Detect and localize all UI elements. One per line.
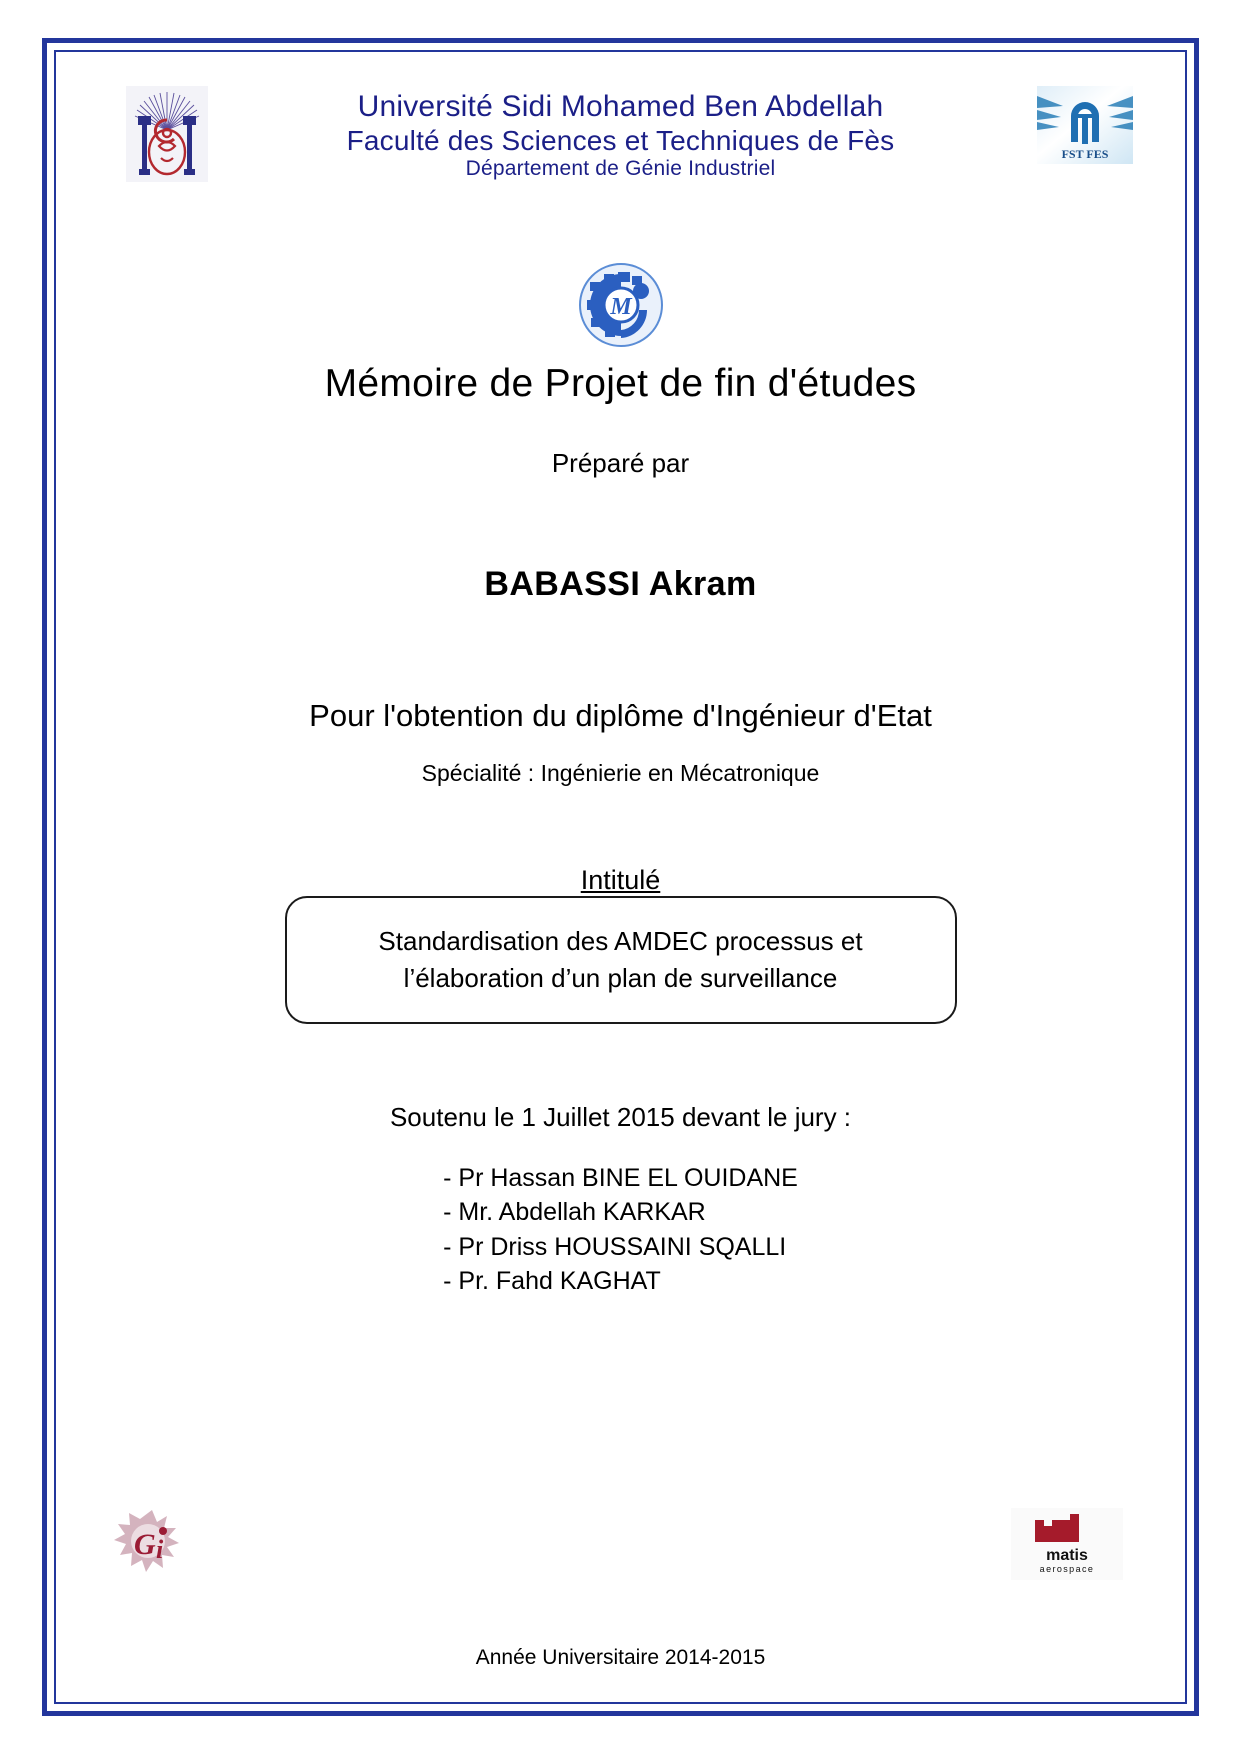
jury-list-wrapper [70, 1161, 1171, 1298]
faculty-name: Faculté des Sciences et Techniques de Fès [346, 124, 895, 156]
thesis-title-line-1: Standardisation des AMDEC processus et [378, 926, 863, 957]
department-name: Département de Génie Industriel [465, 157, 776, 181]
usmba-university-seal-logo [126, 86, 208, 182]
fst-fes-logo [1037, 86, 1133, 164]
diploma-statement: Pour l'obtention du diplôme d'Ingénieur d'Etat [309, 698, 932, 733]
matis-logo-tagline: aerospace [1039, 1564, 1095, 1574]
jury-members-list [443, 1161, 798, 1298]
university-name: Université Sidi Mohamed Ben Abdellah [357, 90, 884, 123]
genie-industriel-gi-logo [104, 1506, 200, 1588]
intitule-label: Intitulé [580, 865, 661, 895]
page-header [70, 76, 1171, 206]
jury-member: - Pr Hassan BINE EL OUIDANE [443, 1164, 798, 1192]
jury-member: - Pr. Fahd KAGHAT [443, 1266, 661, 1295]
mechatronics-logo-letter: M [609, 294, 632, 320]
page-content [70, 62, 1171, 1692]
cover-body [70, 362, 1171, 1298]
jury-member: - Mr. Abdellah KARKAR [443, 1198, 706, 1227]
jury-member: - Pr Driss HOUSSAINI SQALLI [443, 1232, 787, 1261]
prepared-by-label: Préparé par [551, 448, 690, 478]
thesis-title [378, 923, 862, 997]
author-name: BABASSI Akram [484, 565, 757, 603]
speciality-line: Spécialité : Ingénierie en Mécatronique [421, 760, 820, 786]
fst-fes-logo-text: FST FES [1061, 147, 1109, 161]
gi-logo-letter-g: G [134, 1528, 156, 1561]
university-title-block [220, 90, 1021, 182]
thesis-title-line-2: l’élaboration d’un plan de surveillance [403, 963, 838, 993]
gi-logo-letter-i: i [156, 1535, 164, 1564]
intitule-wrapper [70, 865, 1171, 896]
academic-year-footer: Année Universitaire 2014-2015 [475, 1646, 766, 1669]
defense-date-and-jury-heading: Soutenu le 1 Juillet 2015 devant le jury : [389, 1102, 852, 1132]
document-type-title: Mémoire de Projet de fin d'études [324, 362, 917, 405]
matis-logo-wordmark: matis [1046, 1547, 1088, 1564]
mechatronics-gear-logo [70, 262, 1171, 353]
thesis-title-box-wrapper [70, 896, 1171, 1024]
thesis-title-box [285, 896, 957, 1024]
matis-aerospace-logo [1011, 1508, 1123, 1580]
